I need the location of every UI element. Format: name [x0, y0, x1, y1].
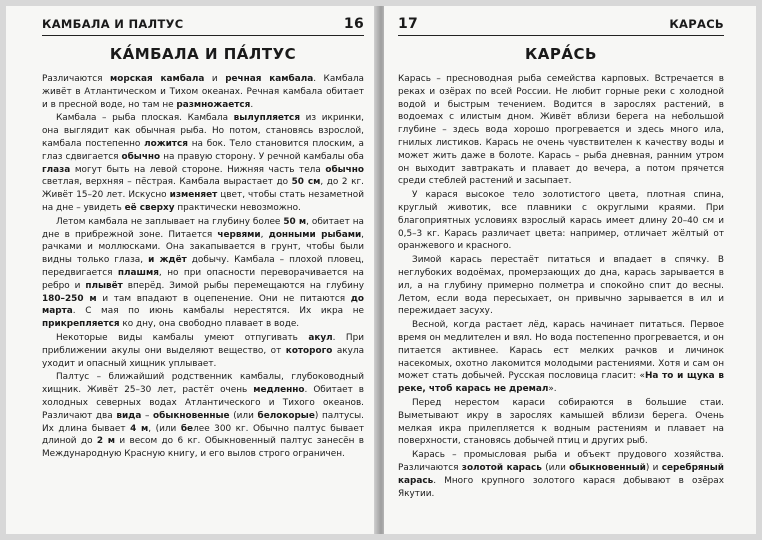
text-run: Палтус – ближайший родственник камбалы, глубоководный хищник. Живёт 25–30 лет, растёт очень [42, 372, 364, 396]
bold-text: прикрепляется [42, 319, 120, 330]
bold-text: 50 м [283, 216, 307, 227]
text-run: (или [541, 462, 570, 473]
text-run: лее 300 кг. Обычно палтус бывает длиной до [42, 423, 364, 447]
text-run: , рачками и моллюсками. Она закапывается в грунт, чтобы были видны только глаза, [42, 229, 364, 266]
text-run: Различаются [42, 74, 110, 84]
article-title: КА́МБАЛА И ПА́ЛТУС [109, 45, 297, 63]
text-run: – [141, 410, 154, 421]
text-run: . Камбала живёт в Атлантическом и Тихом океанах. Речная камбала обитает и в пресной воде, но там не [42, 74, 364, 110]
text-run: светлая, верхняя – пёстрая. Камбала вырастает до [42, 177, 292, 188]
bold-text: золотой карась [461, 462, 542, 473]
page-number: 16 [343, 16, 364, 32]
bold-text: червями [217, 229, 261, 240]
bold-text: и ждёт [148, 255, 187, 266]
right-page [384, 6, 756, 534]
bold-text: плашмя [117, 267, 159, 278]
text-run: и [204, 74, 226, 84]
bold-text: речная камбала [225, 74, 314, 84]
bold-text: акул [308, 332, 333, 343]
text-run: могут быть на левой стороне. Нижняя часть тела [70, 164, 326, 175]
paragraph [398, 397, 724, 448]
text-run: на правую сторону. У речной камбалы оба [160, 151, 364, 162]
bold-text: медленно [253, 385, 305, 396]
text-run: Карась – промысловая рыба и объект прудового хозяйства. Различаются [398, 450, 724, 473]
bold-text: обыкновенные [153, 410, 230, 421]
paragraph [42, 216, 364, 331]
text-run: акула уходит и опасный хищник уплывает. [42, 345, 365, 369]
bold-text: размножается [176, 99, 251, 110]
text-run: , (или [148, 423, 181, 434]
bold-text: 2 м [96, 436, 115, 447]
bold-text: обыкновенный [569, 462, 646, 473]
bold-text: плывёт [85, 280, 123, 291]
bold-text: 4 м [130, 423, 149, 434]
bold-text: бе [180, 423, 194, 434]
running-head [398, 16, 724, 36]
paragraph [398, 189, 724, 253]
text-run: ) и [645, 462, 662, 473]
bold-text: до марта [42, 293, 364, 317]
bold-text: вида [116, 410, 142, 421]
running-head-title: КАРАСЬ [669, 17, 724, 31]
left-page [6, 6, 378, 534]
paragraph [398, 449, 724, 500]
bold-text: её сверху [124, 202, 175, 213]
text-run: (или [229, 410, 258, 421]
text-run: Весной, когда растает лёд, карась начинает питаться. Первое время он медлителен и вял. Но вода постепенно прогревается, и он питается активнее. Карась ест мелких рачков и личинок насекомых, охотно лакомится молодыми растениями. Хотя и сам он может стать добычей. Русская пословица гласит: « [398, 320, 724, 382]
text-run: Зимой карась перестаёт питаться и впадает в спячку. В неглубоких водоёмах, промерзающих до дна, карась зарывается в ил, а на глубину примерно полметра и спокойно спит до весны. Летом, если вода пересыхает, он привычно зарывается в ил и пережидает засуху. [398, 255, 724, 317]
paragraph [42, 371, 364, 461]
bold-text: донными рыбами [268, 229, 362, 240]
text-run: ) палтусы. Их длина бывает [42, 410, 364, 434]
text-run: и весом до 6 кг. Обыкновенный палтус занесён в Международную Красную книгу, и его вылов строго ограничен. [42, 436, 364, 460]
bold-text: обычно [325, 164, 364, 175]
text-run: , но при опасности переворачивается на ребро и [42, 267, 364, 291]
text-run: Камбала – рыба плоская. Камбала [56, 113, 234, 124]
text-run: Летом камбала не заплывает на глубину более [56, 216, 284, 227]
text-run: добычу. Камбала – плохой пловец, передвигается [42, 255, 364, 278]
page-number: 17 [398, 16, 419, 32]
text-run: вперёд. Зимой рыбы перемещаются на глубину [122, 280, 364, 291]
text-run: и там впадают в оцепенение. Они не питаются [96, 293, 351, 304]
text-run: , [260, 229, 269, 240]
bold-text: белокорые [257, 410, 315, 421]
bold-text: 180–250 м [42, 293, 97, 304]
bold-text: которого [285, 345, 333, 356]
text-run: . С мая по июнь камбалы нерестятся. Их икра не [72, 306, 364, 317]
text-run: У карася высокое тело золотистого цвета, плотная спина, круглый животик, все плавники с округлыми краями. При благоприятных условиях взрослый карась имеет длину 20–40 см и 0,5–3 кг. Карась различает цвета: например, отличает жёлтый от оранжевого и красного. [398, 190, 724, 252]
text-run: Карась – пресноводная рыба семейства карповых. Встречается в реках и озёрах по всей России. Не любит горные реки с холодной водой и быстрым течением. Водится в зарослях растений, в водоемах с илистым дном. Живёт вблизи берега на небольшой глубине – здесь вода хорошо прогревается и здесь много ила, гнилых листиков. Карась не очень чувствителен к качеству воды и может жить даже в болоте. Карась – рыба дневная, ранним утром он выходит завтракать и плавает до вечера, а потом прячется среди стеблей растений и засыпает. [398, 74, 724, 187]
text-run: , обитает на дне в прибрежной зоне. Питается [42, 216, 364, 240]
bold-text: ложится [144, 138, 188, 149]
text-run: ». [548, 384, 557, 395]
bold-text: вылупляется [233, 113, 301, 124]
bold-text: На то и щука в реке, чтоб карась не дремал [398, 371, 724, 395]
running-head-title: КАМБАЛА И ПАЛТУС [42, 17, 184, 31]
text-run: практически невозможно. [174, 202, 301, 213]
bold-text: серебряный карась [398, 462, 724, 486]
bold-text: морская камбала [110, 74, 205, 84]
text-run: . [250, 99, 254, 110]
paragraph [42, 73, 364, 111]
text-run: Некоторые виды камбалы умеют отпугивать [56, 332, 309, 343]
bold-text: обычно [121, 151, 161, 162]
bold-text: 50 см [291, 177, 321, 188]
paragraph [42, 112, 364, 214]
paragraph [42, 332, 364, 370]
text-run: . Много крупного золотого карася добывают в озёрах Якутии. [398, 475, 724, 499]
text-run: на бок. Тело становится плоским, а глаз сдвигается [42, 138, 364, 162]
text-run: , до 2 кг. Живёт 15–20 лет. Искусно [42, 177, 365, 201]
article-body [398, 73, 724, 500]
running-head [42, 16, 364, 36]
text-run: Перед нерестом караси собираются в большие стаи. Выметывают икру в зарослях камышей вблизи берега. Очень мелкая икра прилепляется к водным растениям и плавает на поверхности, становясь добычей птиц и других рыб. [398, 397, 724, 447]
paragraph [398, 73, 724, 188]
article-body [42, 73, 364, 461]
text-run: . Обитает в холодных северных водах Атлантического и Тихого океанов. Различают два [42, 385, 364, 421]
paragraph [398, 254, 724, 318]
bold-text: изменяет [169, 190, 218, 201]
text-run: из икринки, она выглядит как обычная рыба. Но потом, становясь взрослой, камбала постепенно [42, 113, 364, 149]
text-run: . При приближении акулы они выделяют вещество, от [42, 332, 364, 356]
text-run: цвет, чтобы стать незаметной на дне – увидеть [42, 190, 364, 213]
paragraph [398, 319, 724, 396]
bold-text: глаза [42, 164, 71, 175]
text-run: ко дну, она свободно плавает в воде. [119, 319, 300, 330]
article-title: КАРА́СЬ [525, 45, 597, 63]
